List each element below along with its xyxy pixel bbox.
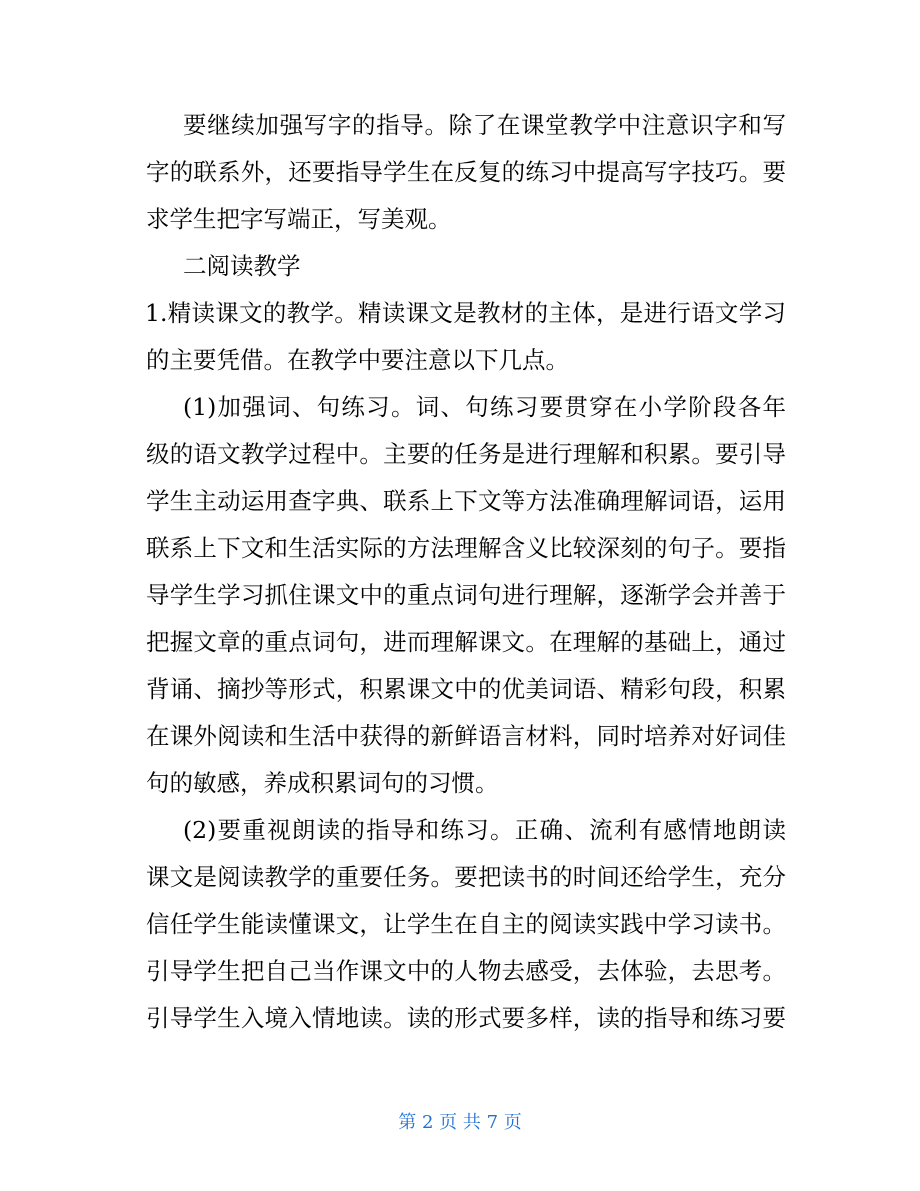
paragraph-1-line-3: 求学生把字写端正，写美观。 xyxy=(146,205,452,233)
paragraph-3-line-7: 背诵、摘抄等形式，积累课文中的优美词语、精彩句段，积累 xyxy=(146,675,786,703)
paragraph-3-line-6: 把握文章的重点词句，进而理解课文。在理解的基础上，通过 xyxy=(146,628,786,656)
paragraph-3-line-9: 句的敏感，养成积累词句的习惯。 xyxy=(146,769,499,797)
paragraph-1-line-2: 字的联系外，还要指导学生在反复的练习中提高写字技巧。要 xyxy=(146,158,786,186)
section-heading: 二阅读教学 xyxy=(183,252,301,280)
paragraph-2-line-1: 1.精读课文的教学。精读课文是教材的主体，是进行语文学习 xyxy=(145,299,786,327)
paragraph-4-line-1: (2)要重视朗读的指导和练习。正确、流利有感情地朗读 xyxy=(183,816,786,844)
paragraph-4-line-4: 引导学生把自己当作课文中的人物去感受，去体验，去思考。 xyxy=(146,957,786,985)
paragraph-3-line-2: 级的语文教学过程中。主要的任务是进行理解和积累。要引导 xyxy=(146,440,786,468)
paragraph-3-line-8: 在课外阅读和生活中获得的新鲜语言材料，同时培养对好词佳 xyxy=(146,722,786,750)
page-number-footer: 第 2 页 共 7 页 xyxy=(398,1112,522,1133)
paragraph-3-line-5: 导学生学习抓住课文中的重点词句进行理解，逐渐学会并善于 xyxy=(146,581,786,609)
paragraph-3-line-4: 联系上下文和生活实际的方法理解含义比较深刻的句子。要指 xyxy=(146,534,786,562)
paragraph-4-line-3: 信任学生能读懂课文，让学生在自主的阅读实践中学习读书。 xyxy=(146,910,786,938)
paragraph-3-line-3: 学生主动运用查字典、联系上下文等方法准确理解词语，运用 xyxy=(146,487,786,515)
paragraph-4-line-2: 课文是阅读教学的重要任务。要把读书的时间还给学生，充分 xyxy=(146,863,786,891)
paragraph-1-line-1: 要继续加强写字的指导。除了在课堂教学中注意识字和写 xyxy=(183,111,786,139)
paragraph-2-line-2: 的主要凭借。在教学中要注意以下几点。 xyxy=(146,346,569,374)
paragraph-3-line-1: (1)加强词、句练习。词、句练习要贯穿在小学阶段各年 xyxy=(183,393,786,421)
paragraph-4-line-5: 引导学生入境入情地读。读的形式要多样，读的指导和练习要 xyxy=(146,1004,786,1032)
